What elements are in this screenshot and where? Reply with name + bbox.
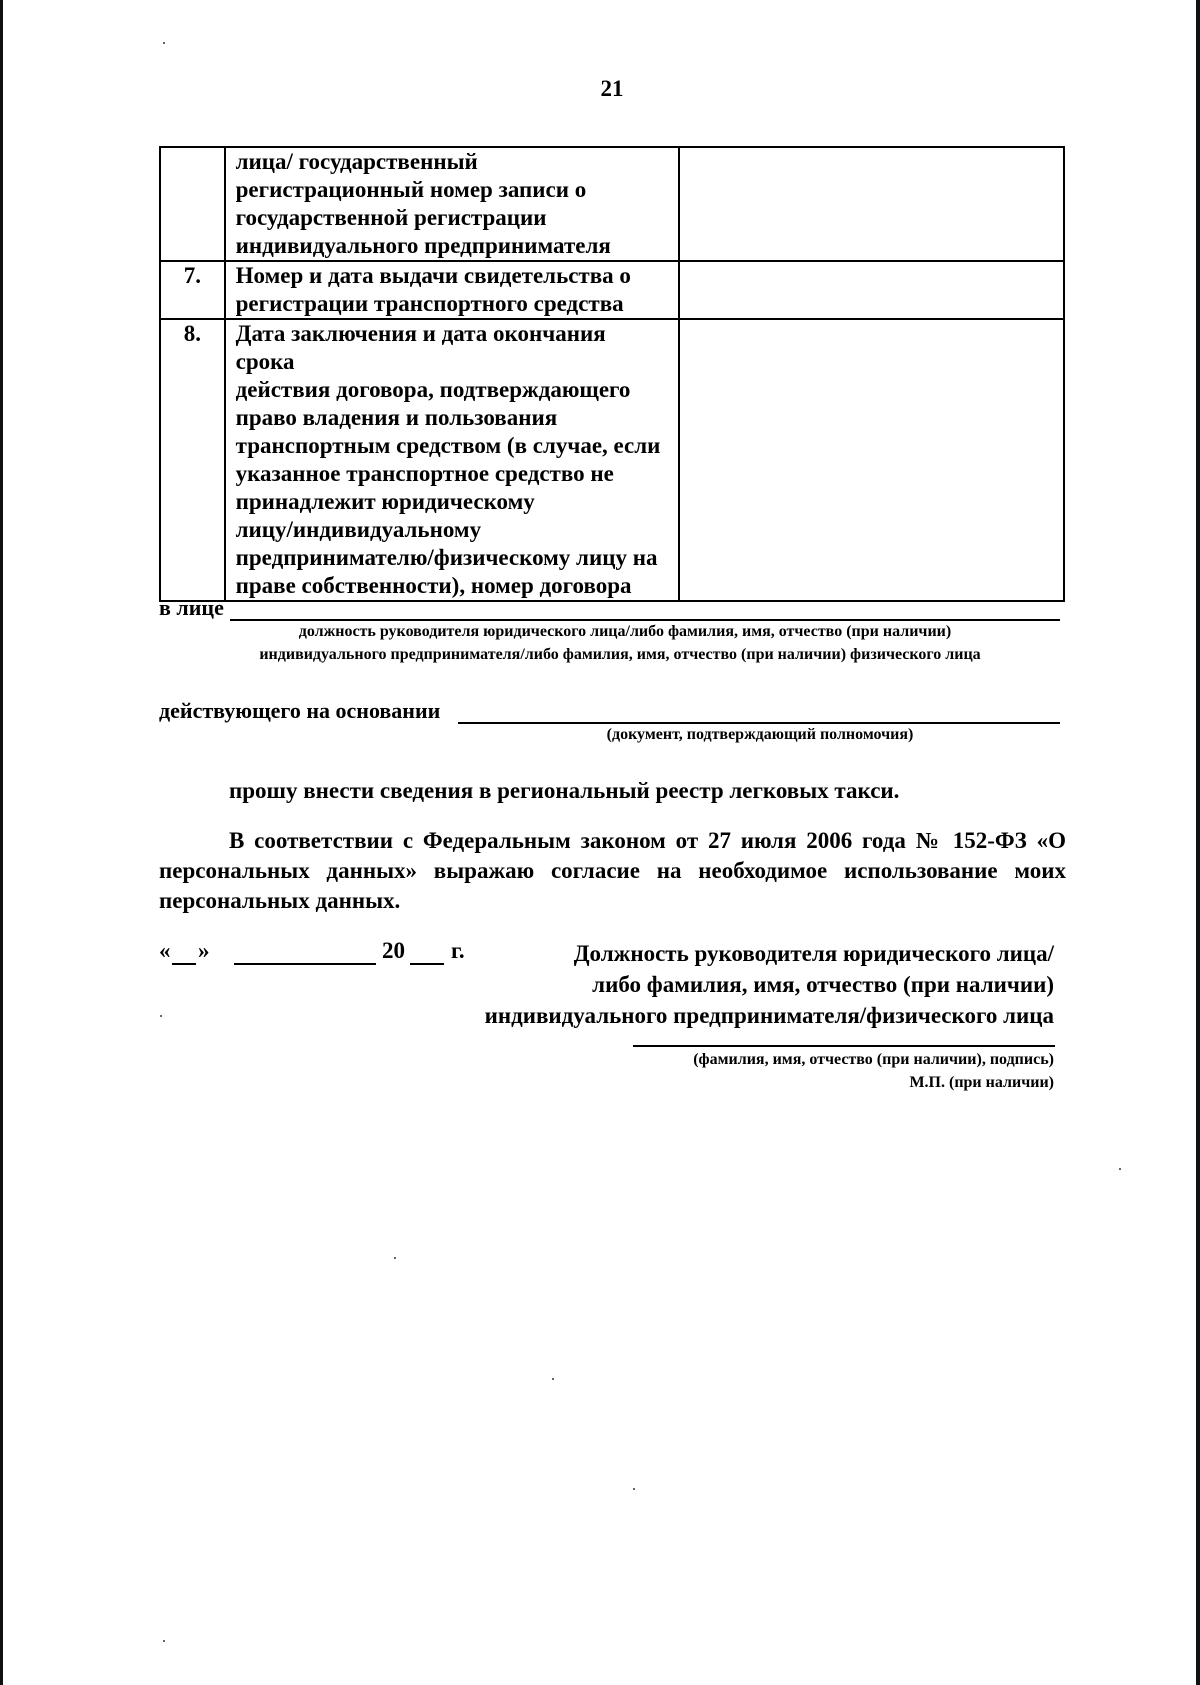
application-table	[159, 146, 1065, 602]
description-line: принадлежит юридическому	[235, 489, 535, 514]
scan-speck	[394, 1257, 396, 1259]
request-paragraph: прошу внести сведения в региональный реестр легковых такси.	[229, 778, 900, 803]
row-description	[225, 261, 679, 319]
description-line: Дата заключения и дата окончания срока	[235, 321, 606, 374]
row-number: 8.	[160, 319, 225, 601]
row-description	[225, 147, 679, 261]
represented-by-label: в лице	[159, 595, 224, 620]
date-close-quote: »	[198, 938, 210, 963]
row-number: 7.	[160, 261, 225, 319]
consent-paragraph: В соответствии с Федеральным законом от 27 июля 2006 года № 152-ФЗ «О персональных данных» выражаю согласие на необходимое использование моих персональных данных.	[159, 828, 1066, 913]
basis-label: действующего на основании	[159, 698, 441, 723]
table-row	[160, 147, 1064, 261]
scan-speck	[1119, 1168, 1121, 1170]
scan-speck	[633, 1488, 635, 1490]
signer-line-3: индивидуального предпринимателя/физического лица	[484, 1003, 1054, 1028]
description-line: действия договора, подтверждающего	[235, 377, 631, 402]
scan-edge-right	[1196, 0, 1200, 1685]
represented-by-caption-1: должность руководителя юридического лица/либо фамилия, имя, отчество (при наличии)	[298, 623, 952, 640]
description-line: государственной регистрации	[235, 205, 547, 230]
stamp-caption: М.П. (при наличии)	[909, 1074, 1054, 1091]
page-number: 21	[600, 76, 624, 101]
row-value-cell[interactable]	[679, 147, 1064, 261]
description-line: указанное транспортное средство не	[235, 461, 614, 486]
day-field[interactable]	[172, 963, 196, 965]
description-line: транспортным средством (в случае, если	[235, 433, 661, 458]
scan-speck	[552, 1378, 554, 1380]
scan-edge-left	[0, 0, 3, 1685]
represented-by-line[interactable]	[230, 619, 1060, 621]
description-line: регистрации транспортного средства	[235, 291, 624, 316]
row-number	[160, 147, 225, 261]
year-suffix: г.	[451, 938, 465, 963]
description-line: Номер и дата выдачи свидетельства о	[235, 263, 631, 288]
signer-line-1: Должность руководителя юридического лица/	[573, 941, 1054, 966]
basis-line[interactable]	[458, 722, 1060, 724]
represented-by-caption-2: индивидуального предпринимателя/либо фамилия, имя, отчество (при наличии) физического лица	[259, 646, 981, 663]
row-description	[225, 319, 679, 601]
description-line: предпринимателю/физическому лицу на	[235, 545, 658, 570]
signer-line-2: либо фамилия, имя, отчество (при наличии)	[592, 972, 1054, 997]
date-open-quote: «	[159, 938, 171, 963]
row-value-cell[interactable]	[679, 319, 1064, 601]
year-prefix: 20	[382, 938, 405, 963]
month-field[interactable]	[234, 963, 376, 965]
scan-speck	[163, 1640, 165, 1642]
year-field[interactable]	[410, 963, 444, 965]
table-row	[160, 319, 1064, 601]
basis-caption: (документ, подтверждающий полномочия)	[606, 726, 914, 743]
description-line: индивидуального предпринимателя	[235, 233, 611, 258]
description-line: лицу/индивидуальному	[235, 517, 482, 542]
description-line: право владения и пользования	[235, 405, 558, 430]
scan-speck	[163, 42, 165, 44]
signature-caption: (фамилия, имя, отчество (при наличии), подпись)	[693, 1051, 1054, 1068]
description-line: лица/ государственный	[235, 149, 478, 174]
description-line: праве собственности), номер договора	[235, 573, 632, 598]
table-row	[160, 261, 1064, 319]
description-line: регистрационный номер записи о	[235, 177, 587, 202]
row-value-cell[interactable]	[679, 261, 1064, 319]
table-body	[160, 147, 1064, 601]
signature-line[interactable]	[633, 1045, 1055, 1047]
scan-speck	[160, 1015, 162, 1017]
